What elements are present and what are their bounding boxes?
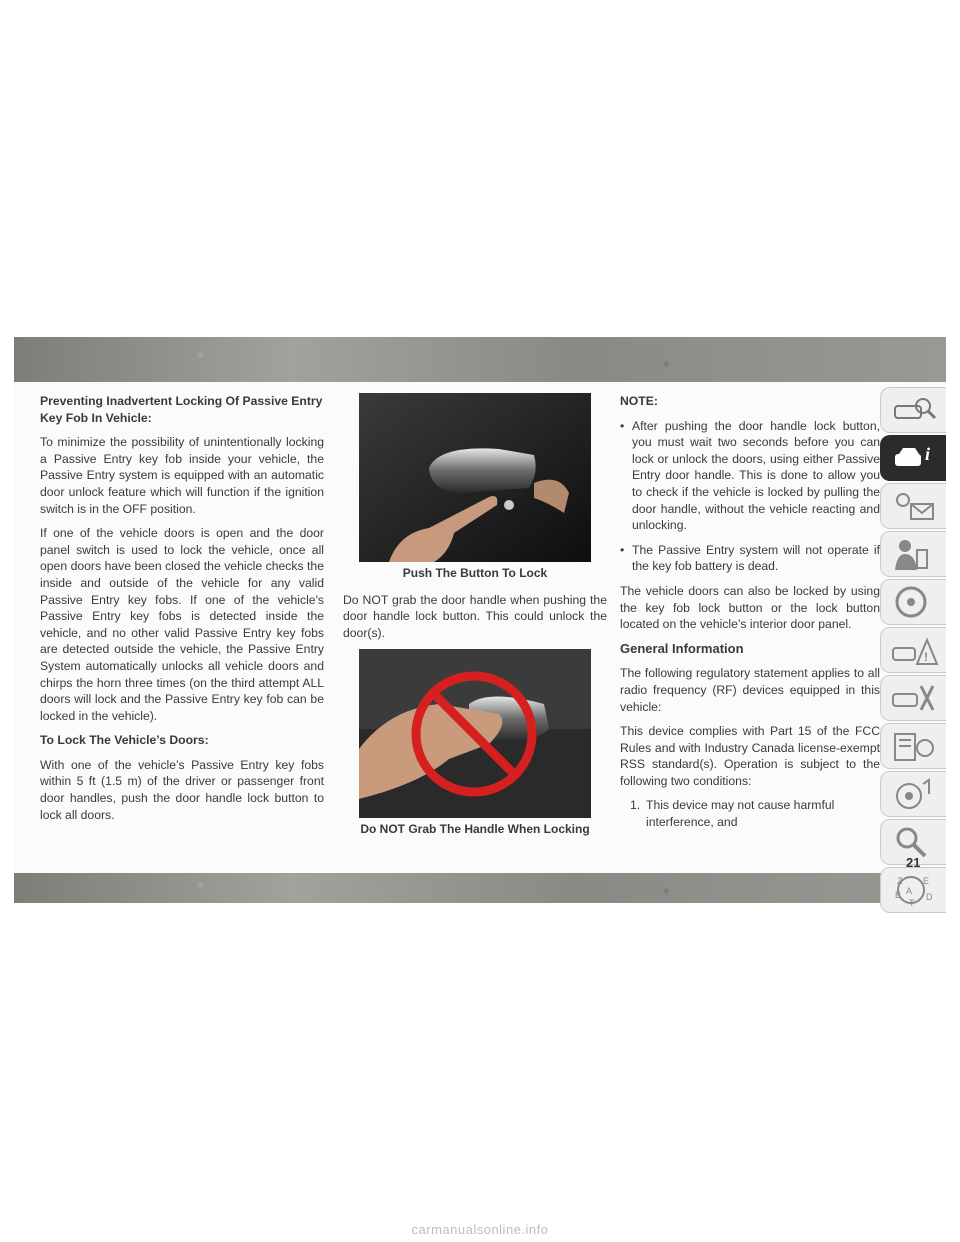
vehicle-info-icon[interactable] xyxy=(880,435,946,481)
emergency-icon[interactable] xyxy=(880,627,946,673)
bottom-texture-band xyxy=(14,873,946,903)
multimedia-icon[interactable] xyxy=(880,771,946,817)
paragraph: Do NOT grab the door handle when pushing the door handle lock button. This could unlock the door(s). xyxy=(343,592,607,640)
safety-icon[interactable] xyxy=(880,531,946,577)
index-icon[interactable] xyxy=(880,867,946,913)
svg-text:A: A xyxy=(906,886,913,896)
note-label: NOTE: xyxy=(620,394,658,408)
list-item xyxy=(630,797,880,830)
bullet-mark: • xyxy=(620,418,625,433)
caption-do-not-grab: Do NOT Grab The Handle When Locking xyxy=(360,822,590,837)
list-number: 1. xyxy=(630,798,641,813)
left-column xyxy=(40,393,324,831)
caption-push-button: Push The Button To Lock xyxy=(402,566,548,580)
heading-general-information: General Information xyxy=(620,640,744,656)
svg-text:D: D xyxy=(926,892,933,902)
bullet-text: The Passive Entry system will not operate if the key fob battery is dead. xyxy=(632,542,880,574)
right-column xyxy=(620,393,880,831)
svg-text:i: i xyxy=(925,444,931,464)
warning-lights-icon[interactable] xyxy=(880,483,946,529)
list-item xyxy=(620,418,880,534)
paragraph: With one of the vehicle’s Passive Entry key fobs within 5 ft (1.5 m) of the driver or passenger front door handles, push the door handle lock button to lock all doors. xyxy=(40,757,324,822)
paragraph: The vehicle doors can also be locked by using the key fob lock button or the lock button located on the vehicle’s interior door panel. xyxy=(620,583,880,632)
top-texture-band xyxy=(14,337,946,382)
photo-do-not-grab xyxy=(359,649,591,818)
service-icon[interactable] xyxy=(880,675,946,721)
heading-to-lock: To Lock The Vehicle’s Doors: xyxy=(40,733,209,748)
bullet-text: After pushing the door handle lock button, you must wait two seconds before you can lock or unlock the doors, using either Passive Entry door handle. This is done to allow you to check if the vehicle is locked by pulling the door handle, without the vehicle reacting and unlocking. xyxy=(632,418,880,533)
svg-text:E: E xyxy=(923,876,930,886)
photo-push-button xyxy=(359,393,591,562)
chapter-tabs xyxy=(880,387,946,915)
paragraph: To minimize the possibility of unintentionally locking a Passive Entry key fob inside your vehicle, the Passive Entry system is equipped with an automatic door unlock feature which will function if the ignition switch is in the OFF position. xyxy=(40,435,324,516)
vehicle-search-icon[interactable] xyxy=(880,387,946,433)
paragraph: The following regulatory statement applies to all radio frequency (RF) devices equipped in this vehicle: xyxy=(620,666,880,714)
heading-preventing-locking: Preventing Inadvertent Locking Of Passive Entry Key Fob In Vehicle: xyxy=(40,394,323,425)
svg-text:Z: Z xyxy=(897,876,903,886)
page-number: 21 xyxy=(906,855,921,870)
middle-column xyxy=(343,393,607,848)
specifications-icon[interactable] xyxy=(880,723,946,769)
list-text: This device may not cause harmful interference, and xyxy=(646,798,835,830)
paragraph: This device complies with Part 15 of the FCC Rules and with Industry Canada license-exempt RSS standard(s). Operation is subject to the following two conditions: xyxy=(620,724,880,788)
paragraph: If one of the vehicle doors is open and the door panel switch is used to lock the vehicle, once all open doors have been closed the vehicle checks the inside and outside of the vehicle for any valid Passive Entry key fobs. If one of the vehicle's Passive Entry key fobs is detected inside the vehicle, and no other valid Passive Entry key fobs are detected outside the vehicle, the Passive Entry System automatically unlocks all vehicle doors and chirps the horn three times (on the third attempt ALL doors will lock and the Passive Entry key fob can be locked in the vehicle). xyxy=(40,526,324,723)
starting-driving-icon[interactable] xyxy=(880,579,946,625)
svg-text:B: B xyxy=(895,890,902,900)
svg-text:!: ! xyxy=(924,650,928,664)
bullet-mark: • xyxy=(620,542,625,557)
svg-text:T: T xyxy=(909,898,915,908)
watermark: carmanualsonline.info xyxy=(411,1222,549,1237)
list-item xyxy=(620,542,880,575)
